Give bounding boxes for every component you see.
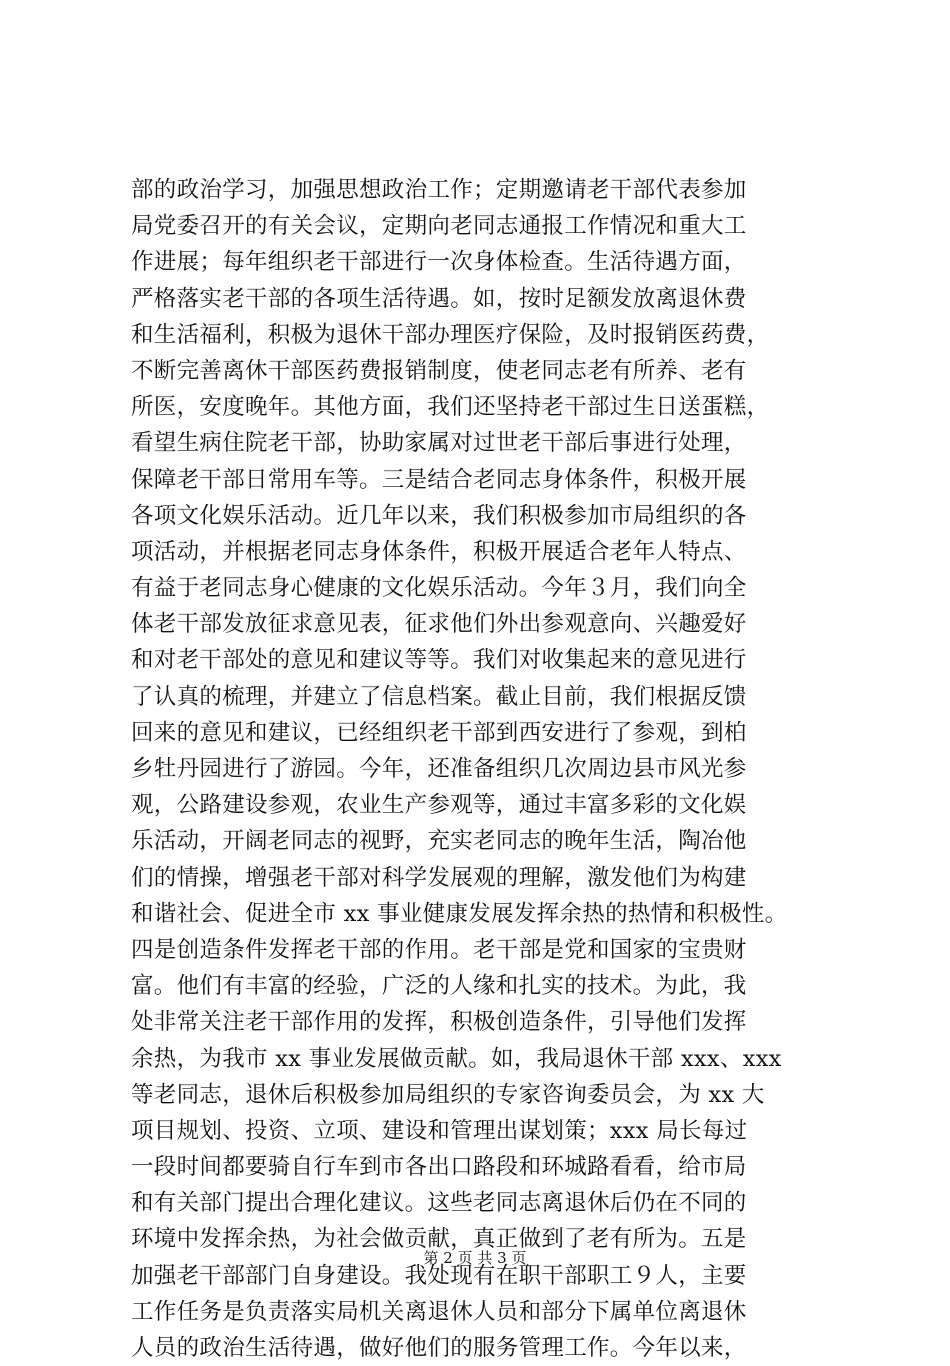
text-line: 项活动，并根据老同志身体条件，积极开展适合老年人特点、 — [131, 538, 747, 565]
text-line: 项目规划、投资、立项、建设和管理出谋划策；xxx 局长每过 — [131, 1117, 748, 1144]
text-line: 体老干部发放征求意见表，征求他们外出参观意向、兴趣爱好 — [131, 611, 747, 638]
text-line: 余热，为我市 xx 事业发展做贡献。如，我局退休干部 xxx、xxx — [131, 1045, 782, 1072]
text-line: 处非常关注老干部作用的发挥，积极创造条件，引导他们发挥 — [131, 1009, 747, 1036]
text-line: 乐活动，开阔老同志的视野，充实老同志的晚年生活，陶冶他 — [131, 828, 747, 855]
text-line: 保障老干部日常用车等。三是结合老同志身体条件，积极开展 — [131, 466, 747, 493]
text-line: 局党委召开的有关会议，定期向老同志通报工作情况和重大工 — [131, 213, 747, 240]
text-line: 环境中发挥余热，为社会做贡献，真正做到了老有所为。五是 — [131, 1226, 747, 1253]
text-line: 等老同志，退休后积极参加局组织的专家咨询委员会，为 xx 大 — [131, 1081, 765, 1108]
text-line: 和对老干部处的意见和建议等等。我们对收集起来的意见进行 — [131, 647, 747, 674]
text-line: 有益于老同志身心健康的文化娱乐活动。今年３月，我们向全 — [131, 575, 747, 602]
page-footer: 第 2 页 共 3 页 — [423, 1249, 527, 1267]
text-line: 乡牡丹园进行了游园。今年，还准备组织几次周边县市风光参 — [131, 756, 747, 782]
text-line: 作进展；每年组织老干部进行一次身体检查。生活待遇方面， — [131, 249, 747, 276]
text-line: 和生活福利，积极为退休干部办理医疗保险，及时报销医药费， — [131, 321, 770, 348]
text-line: 不断完善离休干部医药费报销制度，使老同志老有所养、老有 — [131, 357, 747, 384]
text-line: 工作任务是负责落实局机关离退休人员和部分下属单位离退休 — [131, 1298, 747, 1325]
text-line: 看望生病住院老干部，协助家属对过世老干部后事进行处理， — [131, 430, 747, 457]
body-text — [131, 172, 831, 1366]
text-line: 们的情操，增强老干部对科学发展观的理解，激发他们为构建 — [131, 864, 747, 891]
text-line: 和有关部门提出合理化建议。这些老同志离退休后仍在不同的 — [131, 1190, 747, 1217]
text-line: 富。他们有丰富的经验，广泛的人缘和扎实的技术。为此，我 — [131, 973, 747, 1000]
text-line: 观，公路建设参观，农业生产参观等，通过丰富多彩的文化娱 — [131, 792, 747, 819]
text-line: 了认真的梳理，并建立了信息档案。截止目前，我们根据反馈 — [131, 683, 747, 710]
text-line: 回来的意见和建议，已经组织老干部到西安进行了参观，到柏 — [131, 719, 747, 746]
text-line: 加强老干部部门自身建设。我处现有在职干部职工９人，主要 — [131, 1262, 747, 1289]
text-line: 所医，安度晚年。其他方面，我们还坚持老干部过生日送蛋糕， — [131, 394, 770, 421]
text-line: 部的政治学习，加强思想政治工作；定期邀请老干部代表参加 — [131, 177, 747, 203]
text-line: 和谐社会、促进全市 xx 事业健康发展发挥余热的热情和积极性。 — [131, 900, 788, 927]
text-line: 人员的政治生活待遇，做好他们的服务管理工作。今年以来， — [131, 1335, 747, 1361]
text-line: 各项文化娱乐活动。近几年以来，我们积极参加市局组织的各 — [131, 502, 747, 529]
text-line: 严格落实老干部的各项生活待遇。如，按时足额发放离退休费 — [131, 285, 747, 312]
text-line: 一段时间都要骑自行车到市各出口路段和环城路看看，给市局 — [131, 1154, 747, 1181]
text-line: 四是创造条件发挥老干部的作用。老干部是党和国家的宝贵财 — [131, 936, 747, 963]
